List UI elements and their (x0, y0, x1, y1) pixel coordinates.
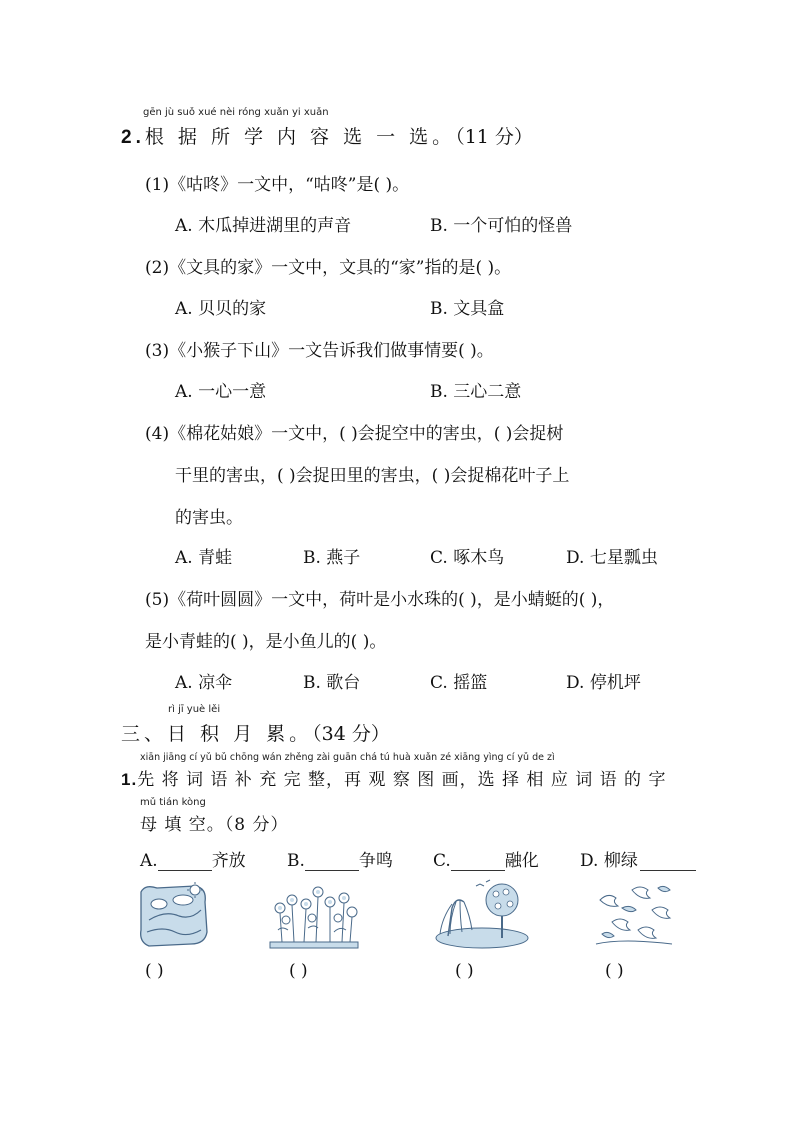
answer-paren-4[interactable]: ( ) (605, 961, 624, 981)
question-4-option-b: B. 燕子 (303, 548, 361, 568)
fill-option-c (433, 846, 539, 871)
section3-q1-number: 1. (121, 770, 138, 789)
fill-blank-a[interactable] (158, 853, 212, 871)
section2-pinyin: gēn jù suǒ xué nèi róng xuǎn yi xuǎn (143, 107, 329, 118)
answer-paren-3[interactable]: ( ) (455, 961, 474, 981)
section2-heading (121, 122, 533, 149)
question-5-option-d: D. 停机坪 (566, 673, 641, 693)
fill-option-a-word: 齐放 (211, 851, 246, 871)
section3-q1-text-2: 母 填 空。 (140, 815, 225, 835)
fill-blank-c[interactable] (451, 853, 505, 871)
fill-option-c-word: 融化 (504, 851, 539, 871)
section3-title: 三、日 积 月 累。 (121, 723, 313, 745)
question-2-option-b: B. 文具盒 (430, 299, 505, 319)
question-2-option-a: A. 贝贝的家 (175, 299, 267, 319)
section3-q1-line-1 (121, 765, 666, 790)
question-5-line-2: 是小青蛙的( )，是小鱼儿的( )。 (145, 632, 387, 652)
section2-title: 根 据 所 学 内 容 选 一 选。 (144, 126, 456, 148)
question-1-option-b: B. 一个可怕的怪兽 (430, 216, 573, 236)
fill-blank-d[interactable] (640, 853, 696, 871)
question-4-line-1: (4)《棉花姑娘》一文中，( )会捉空中的害虫，( )会捉树 (145, 424, 564, 444)
question-5-option-c: C. 摇篮 (430, 673, 488, 693)
fill-option-b-label: B. (287, 851, 305, 871)
section3-q1-line-2 (140, 810, 289, 835)
fill-option-d-label: D. 柳绿 (580, 851, 638, 871)
question-4-line-2: 干里的害虫，( )会捉田里的害虫，( )会捉棉花叶子上 (175, 466, 570, 486)
section2-score: （11 分） (455, 126, 533, 148)
question-3-option-b: B. 三心二意 (430, 382, 522, 402)
fill-option-b-word: 争鸣 (358, 851, 393, 871)
section3-score: （34 分） (312, 723, 390, 745)
birds-singing-illustration (592, 880, 676, 950)
answer-paren-2[interactable]: ( ) (289, 961, 308, 981)
section3-q1-text-1: 先 将 词 语 补 充 完 整，再 观 察 图 画，选 择 相 应 词 语 的 字 (137, 770, 667, 790)
fill-option-b (287, 846, 393, 871)
fill-option-d (580, 846, 696, 871)
answer-paren-1[interactable]: ( ) (145, 961, 164, 981)
question-4-line-3: 的害虫。 (175, 508, 243, 528)
section3-q1-pinyin-line-1: xiān jiāng cí yǔ bǔ chōng wán zhěng zài guān chá tú huà xuǎn zé xiāng yìng cí yǔ de zì (140, 752, 555, 763)
section3-pinyin: rì jī yuè lěi (168, 704, 221, 715)
question-2: (2)《文具的家》一文中，文具的“家”指的是( )。 (145, 258, 512, 278)
question-4-option-d: D. 七星瓢虫 (566, 548, 658, 568)
fill-blank-b[interactable] (305, 853, 359, 871)
question-1: (1)《咕咚》一文中，“咕咚”是( )。 (145, 175, 410, 195)
fill-option-c-label: C. (433, 851, 451, 871)
melting-ice-illustration (135, 880, 213, 950)
fill-option-a (140, 846, 246, 871)
willow-tree-illustration (432, 878, 530, 950)
question-5-option-b: B. 歌台 (303, 673, 361, 693)
question-3-option-a: A. 一心一意 (175, 382, 267, 402)
question-4-option-c: C. 啄木鸟 (430, 548, 505, 568)
question-5-option-a: A. 凉伞 (175, 673, 233, 693)
section2-number: 2. (121, 127, 145, 148)
fill-option-a-label: A. (140, 851, 158, 871)
section3-q1-score: （8 分） (224, 815, 289, 835)
question-1-option-a: A. 木瓜掉进湖里的声音 (175, 216, 352, 236)
section3-heading (121, 719, 390, 746)
question-3: (3)《小猴子下山》一文告诉我们做事情要( )。 (145, 341, 494, 361)
question-4-option-a: A. 青蛙 (175, 548, 233, 568)
question-5-line-1: (5)《荷叶圆圆》一文中，荷叶是小水珠的( )，是小蜻蜓的( )， (145, 590, 615, 610)
section3-q1-pinyin-line-2: mǔ tián kòng (140, 797, 206, 808)
blooming-flowers-illustration (268, 882, 360, 950)
